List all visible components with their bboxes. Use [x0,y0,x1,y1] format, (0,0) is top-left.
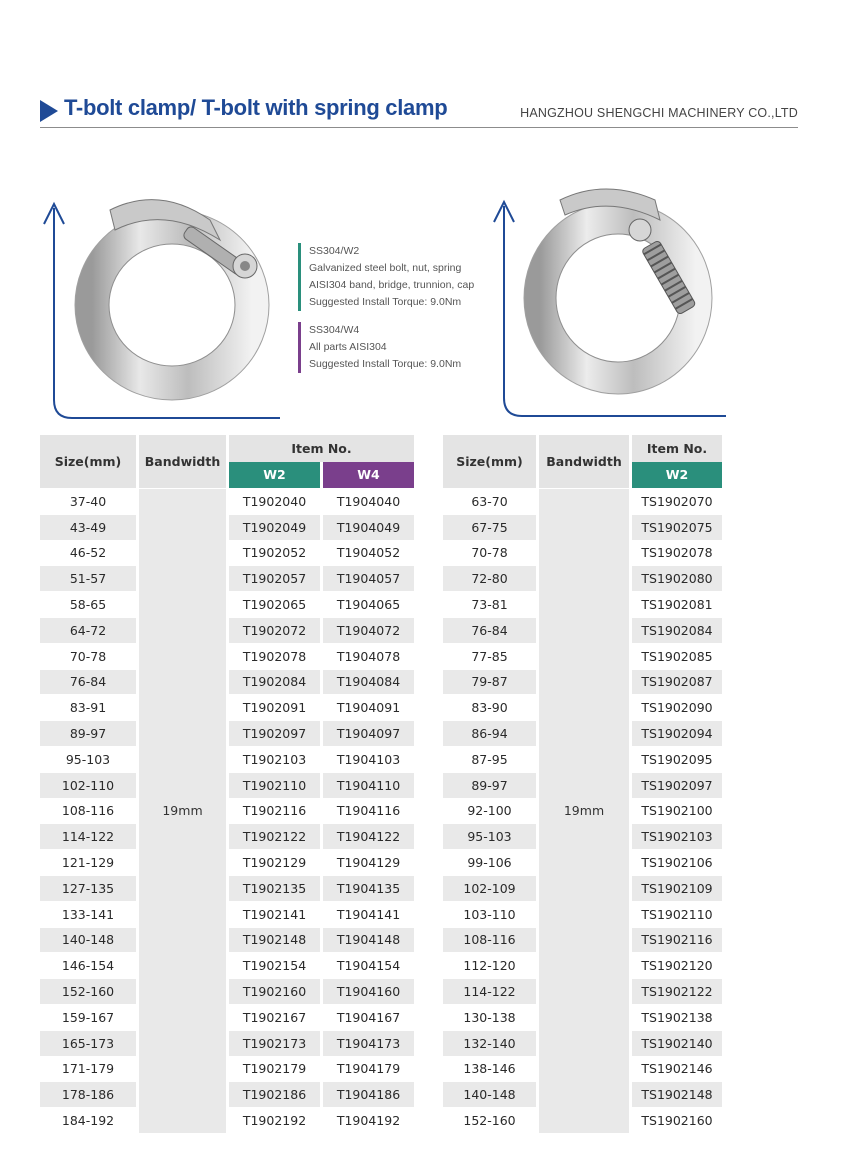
item-w2-cell: T1902097 [229,720,320,746]
size-cell: 152-160 [40,978,136,1004]
size-cell: 108-116 [443,927,536,953]
t-bolt-spring-clamp-table [443,435,722,1133]
size-cell: 86-94 [443,720,536,746]
item-w4-cell: T1904179 [323,1056,414,1082]
size-cell: 171-179 [40,1056,136,1082]
size-cell: 51-57 [40,565,136,591]
item-no-header: Item No. [632,435,722,462]
item-w2-cell: TS1902106 [632,849,722,875]
size-cell: 178-186 [40,1081,136,1107]
item-w2-cell: T1902103 [229,746,320,772]
size-cell: 89-97 [40,720,136,746]
item-w2-cell: T1902049 [229,514,320,540]
size-cell: 73-81 [443,591,536,617]
item-w4-cell: T1904084 [323,669,414,695]
size-cell: 152-160 [443,1107,536,1133]
item-w4-cell: T1904160 [323,978,414,1004]
item-w2-cell: T1902186 [229,1081,320,1107]
size-cell: 67-75 [443,514,536,540]
item-w4-cell: T1904103 [323,746,414,772]
item-w2-cell: TS1902087 [632,669,722,695]
size-cell: 138-146 [443,1056,536,1082]
item-w4-cell: T1904091 [323,694,414,720]
item-w2-cell: TS1902103 [632,823,722,849]
size-cell: 102-110 [40,772,136,798]
size-cell: 76-84 [40,669,136,695]
size-cell: 165-173 [40,1030,136,1056]
item-w4-cell: T1904040 [323,488,414,514]
item-w4-cell: T1904116 [323,798,414,824]
item-w2-cell: T1902154 [229,952,320,978]
bandwidth-header: Bandwidth [539,435,629,488]
item-w2-cell: TS1902075 [632,514,722,540]
size-cell: 72-80 [443,565,536,591]
size-cell: 114-122 [40,823,136,849]
size-cell: 130-138 [443,1004,536,1030]
size-cell: 64-72 [40,617,136,643]
item-w2-cell: TS1902080 [632,565,722,591]
item-w2-cell: TS1902100 [632,798,722,824]
item-w2-cell: TS1902081 [632,591,722,617]
t-bolt-spring-clamp-image [490,170,735,425]
item-w2-cell: TS1902094 [632,720,722,746]
item-w4-cell: T1904122 [323,823,414,849]
size-cell: 159-167 [40,1004,136,1030]
item-w4-cell: T1904148 [323,927,414,953]
item-w2-cell: T1902135 [229,875,320,901]
item-w4-cell: T1904135 [323,875,414,901]
size-cell: 146-154 [40,952,136,978]
size-cell: 83-91 [40,694,136,720]
w2-header: W2 [229,462,320,489]
item-w4-cell: T1904192 [323,1107,414,1133]
item-w2-cell: TS1902097 [632,772,722,798]
item-w4-cell: T1904141 [323,901,414,927]
item-w2-cell: T1902160 [229,978,320,1004]
item-w2-cell: TS1902090 [632,694,722,720]
item-w2-cell: TS1902109 [632,875,722,901]
item-w2-cell: T1902084 [229,669,320,695]
item-w4-cell: T1904154 [323,952,414,978]
item-w2-cell: TS1902116 [632,927,722,953]
size-header: Size(mm) [40,435,136,488]
size-cell: 140-148 [40,927,136,953]
size-cell: 114-122 [443,978,536,1004]
size-cell: 87-95 [443,746,536,772]
size-cell: 70-78 [40,643,136,669]
t-bolt-clamp-image [40,180,280,425]
size-cell: 37-40 [40,488,136,514]
item-w2-cell: T1902173 [229,1030,320,1056]
item-w2-cell: T1902141 [229,901,320,927]
title-arrow-icon [40,100,58,122]
size-cell: 132-140 [443,1030,536,1056]
table-row [443,488,722,514]
spec-w2-notes: SS304/W2 Galvanized steel bolt, nut, spring AISI304 band, bridge, trunnion, cap Suggested Install Torque: 9.0Nm [298,243,474,311]
item-w2-cell: TS1902095 [632,746,722,772]
table-row [40,488,414,514]
item-w4-cell: T1904097 [323,720,414,746]
item-w2-cell: TS1902078 [632,540,722,566]
size-cell: 83-90 [443,694,536,720]
item-w4-cell: T1904167 [323,1004,414,1030]
size-cell: 63-70 [443,488,536,514]
item-w2-cell: T1902179 [229,1056,320,1082]
item-w4-cell: T1904110 [323,772,414,798]
size-cell: 95-103 [40,746,136,772]
item-w2-cell: TS1902085 [632,643,722,669]
size-cell: 77-85 [443,643,536,669]
item-w2-cell: T1902040 [229,488,320,514]
header-divider [40,127,798,128]
item-w2-cell: T1902078 [229,643,320,669]
size-cell: 95-103 [443,823,536,849]
item-w4-cell: T1904078 [323,643,414,669]
item-w2-cell: T1902052 [229,540,320,566]
item-w4-cell: T1904052 [323,540,414,566]
spec-w4-notes: SS304/W4 All parts AISI304 Suggested Install Torque: 9.0Nm [298,322,469,373]
size-cell: 103-110 [443,901,536,927]
item-w2-cell: T1902129 [229,849,320,875]
item-w4-cell: T1904049 [323,514,414,540]
size-cell: 184-192 [40,1107,136,1133]
size-cell: 58-65 [40,591,136,617]
item-w2-cell: T1902148 [229,927,320,953]
size-cell: 140-148 [443,1081,536,1107]
item-w2-cell: T1902065 [229,591,320,617]
item-w4-cell: T1904173 [323,1030,414,1056]
size-cell: 127-135 [40,875,136,901]
item-w2-cell: T1902122 [229,823,320,849]
item-w2-cell: TS1902140 [632,1030,722,1056]
item-w2-cell: TS1902084 [632,617,722,643]
size-cell: 102-109 [443,875,536,901]
item-w2-cell: T1902116 [229,798,320,824]
item-w2-cell: T1902110 [229,772,320,798]
item-w2-cell: T1902091 [229,694,320,720]
bandwidth-header: Bandwidth [139,435,226,488]
size-cell: 79-87 [443,669,536,695]
item-w4-cell: T1904057 [323,565,414,591]
bandwidth-cell: 19mm [139,488,226,1133]
item-w2-cell: T1902167 [229,1004,320,1030]
item-w4-cell: T1904129 [323,849,414,875]
w4-header: W4 [323,462,414,489]
size-cell: 76-84 [443,617,536,643]
size-cell: 99-106 [443,849,536,875]
item-w2-cell: TS1902122 [632,978,722,1004]
t-bolt-clamp-table [40,435,414,1133]
size-cell: 112-120 [443,952,536,978]
w2-header: W2 [632,462,722,489]
item-w2-cell: T1902057 [229,565,320,591]
item-no-header: Item No. [229,435,414,462]
item-w2-cell: TS1902160 [632,1107,722,1133]
size-cell: 43-49 [40,514,136,540]
size-cell: 92-100 [443,798,536,824]
size-cell: 108-116 [40,798,136,824]
item-w4-cell: T1904065 [323,591,414,617]
item-w2-cell: TS1902110 [632,901,722,927]
size-cell: 89-97 [443,772,536,798]
item-w2-cell: T1902072 [229,617,320,643]
item-w4-cell: T1904072 [323,617,414,643]
item-w2-cell: TS1902070 [632,488,722,514]
size-header: Size(mm) [443,435,536,488]
item-w2-cell: TS1902148 [632,1081,722,1107]
item-w4-cell: T1904186 [323,1081,414,1107]
page-title: T-bolt clamp/ T-bolt with spring clamp [64,95,448,120]
size-cell: 46-52 [40,540,136,566]
size-cell: 121-129 [40,849,136,875]
item-w2-cell: T1902192 [229,1107,320,1133]
item-w2-cell: TS1902138 [632,1004,722,1030]
size-cell: 70-78 [443,540,536,566]
company-name: HANGZHOU SHENGCHI MACHINERY CO.,LTD [520,106,798,120]
item-w2-cell: TS1902120 [632,952,722,978]
size-cell: 133-141 [40,901,136,927]
bandwidth-cell: 19mm [539,488,629,1133]
item-w2-cell: TS1902146 [632,1056,722,1082]
